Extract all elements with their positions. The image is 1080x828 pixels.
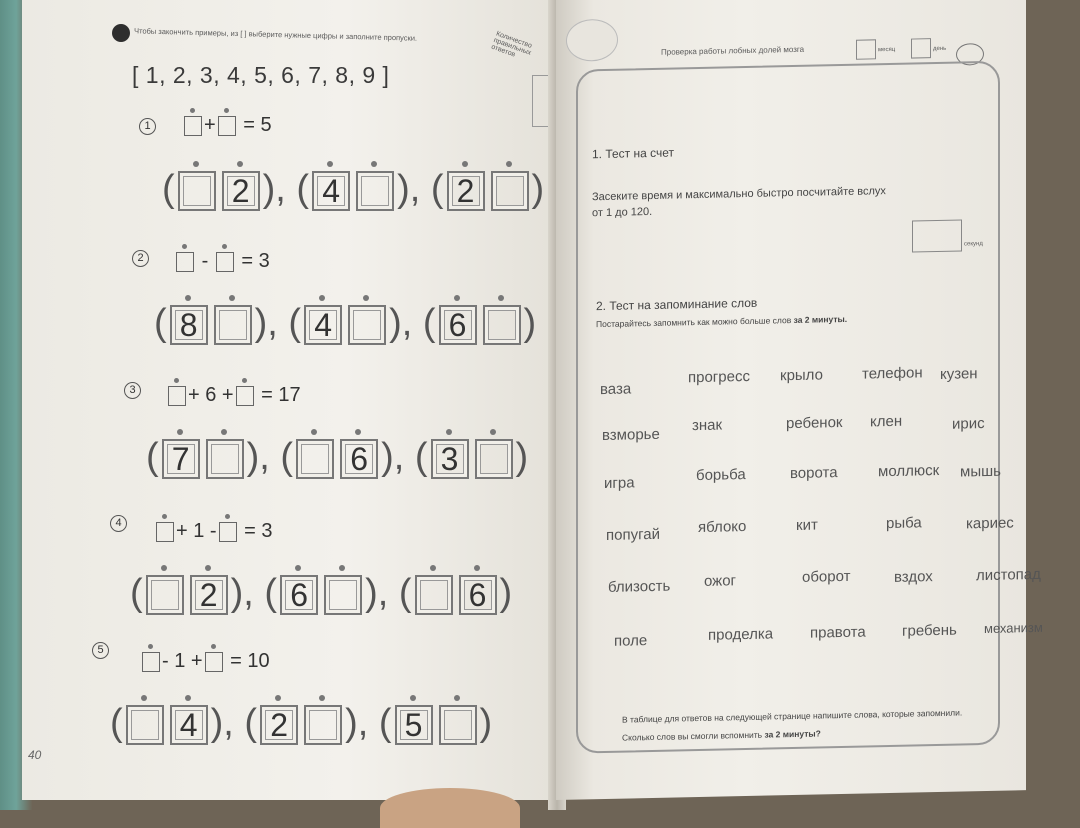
hand-finger bbox=[380, 788, 520, 828]
answer-box[interactable] bbox=[483, 305, 521, 345]
problem-number: 4 bbox=[110, 515, 127, 532]
answer-box[interactable]: 2 bbox=[190, 575, 228, 615]
operator: - 1 + bbox=[162, 650, 203, 672]
word-item: ребенок bbox=[786, 413, 843, 433]
answer-box[interactable] bbox=[356, 171, 394, 211]
blank-box[interactable] bbox=[184, 116, 202, 136]
word-item: взморье bbox=[602, 425, 660, 445]
answer-box[interactable]: 6 bbox=[340, 439, 378, 479]
equation-result: = 17 bbox=[261, 384, 301, 406]
equation-result: = 10 bbox=[230, 650, 270, 672]
answer-box[interactable] bbox=[439, 705, 477, 745]
answer-row: ( 2 ), ( 6 ), ( 6 ) bbox=[130, 572, 513, 614]
blank-box[interactable] bbox=[218, 116, 236, 136]
header-title: Проверка работы лобных долей мозга bbox=[661, 44, 805, 57]
test2-text-bold: за 2 минуты. bbox=[793, 313, 848, 326]
operator: + bbox=[204, 114, 216, 136]
seconds-box[interactable] bbox=[912, 219, 962, 252]
answer-box[interactable]: 5 bbox=[395, 705, 433, 745]
blank-box[interactable] bbox=[205, 652, 223, 672]
test1-text: Засеките время и максимально быстро посчитайте вслух bbox=[592, 185, 886, 204]
operator: + 6 + bbox=[188, 384, 234, 406]
word-item: ожог bbox=[704, 572, 737, 590]
test1-title: 1. Тест на счет bbox=[592, 145, 675, 162]
answer-box[interactable]: 7 bbox=[162, 439, 200, 479]
answer-box[interactable] bbox=[491, 171, 529, 211]
blank-box[interactable] bbox=[236, 386, 254, 406]
word-item: гребень bbox=[902, 621, 957, 640]
word-item: моллюск bbox=[878, 461, 940, 481]
answer-box[interactable] bbox=[214, 305, 252, 345]
word-item: вздох bbox=[894, 568, 933, 586]
word-item: механизм bbox=[984, 619, 1043, 637]
word-item: кузен bbox=[940, 365, 978, 383]
day-box[interactable] bbox=[911, 38, 931, 58]
blank-box[interactable] bbox=[176, 252, 194, 272]
word-item: поле bbox=[614, 632, 648, 650]
test2-text-plain: Постарайтесь запомнить как можно больше слов bbox=[596, 315, 792, 330]
answer-box[interactable] bbox=[178, 171, 216, 211]
answer-box[interactable] bbox=[324, 575, 362, 615]
digit-set: [ 1, 2, 3, 4, 5, 6, 7, 8, 9 ] bbox=[132, 62, 390, 88]
word-item: ирис bbox=[952, 415, 985, 433]
answer-box[interactable] bbox=[296, 439, 334, 479]
page-number: 40 bbox=[28, 748, 42, 762]
test-frame bbox=[576, 61, 1000, 754]
word-item: телефон bbox=[862, 364, 923, 383]
word-item: яблоко bbox=[698, 518, 747, 537]
right-page bbox=[556, 0, 1043, 800]
problem-number: 1 bbox=[139, 118, 156, 135]
word-item: листопад bbox=[976, 565, 1041, 585]
answer-box[interactable] bbox=[475, 439, 513, 479]
blank-box[interactable] bbox=[156, 522, 174, 542]
equation-result: = 5 bbox=[243, 114, 272, 136]
word-item: близость bbox=[608, 577, 671, 596]
footer-instruction: В таблице для ответов на следующей странице напишите слова, которые запомнили. bbox=[622, 707, 963, 725]
answer-box[interactable]: 4 bbox=[304, 305, 342, 345]
problem-equation bbox=[154, 520, 273, 543]
answer-box[interactable]: 8 bbox=[170, 305, 208, 345]
word-item: борьба bbox=[696, 466, 746, 485]
word-item: клен bbox=[870, 412, 903, 431]
answer-box[interactable]: 3 bbox=[431, 439, 469, 479]
operator: + 1 - bbox=[176, 520, 217, 542]
word-item: прогресс bbox=[688, 367, 750, 387]
equation-result: = 3 bbox=[241, 250, 270, 272]
answer-row: ( 4 ), ( 2 ), ( 5 ) bbox=[110, 702, 493, 744]
answer-row: ( 8 ), ( 4 ), ( 6 ) bbox=[154, 302, 537, 344]
answer-box[interactable]: 2 bbox=[222, 171, 260, 211]
answer-box[interactable] bbox=[304, 705, 342, 745]
instruction-text: Чтобы закончить примеры, из [ ] выберите нужные цифры и заполните пропуски. bbox=[133, 26, 418, 43]
word-item: попугай bbox=[606, 525, 660, 544]
blank-box[interactable] bbox=[216, 252, 234, 272]
problem-equation bbox=[166, 384, 301, 407]
operator: - bbox=[201, 250, 209, 272]
word-item: знак bbox=[692, 416, 723, 435]
answer-box[interactable]: 6 bbox=[280, 575, 318, 615]
blank-box[interactable] bbox=[142, 652, 160, 672]
word-item: ворота bbox=[790, 464, 838, 483]
word-item: рыба bbox=[886, 514, 922, 533]
word-item: проделка bbox=[708, 625, 774, 644]
instruction-bullet-icon bbox=[112, 24, 130, 42]
answer-box[interactable]: 6 bbox=[459, 575, 497, 615]
correct-answers-label: Количество правильных ответов bbox=[490, 30, 533, 59]
word-item: крыло bbox=[780, 366, 823, 385]
word-item: мышь bbox=[960, 462, 1001, 481]
answer-box[interactable] bbox=[126, 705, 164, 745]
month-box[interactable] bbox=[856, 39, 876, 59]
answer-box[interactable]: 6 bbox=[439, 305, 477, 345]
blank-box[interactable] bbox=[168, 386, 186, 406]
answer-row: ( 2 ), ( 4 ), ( 2 ) bbox=[162, 168, 545, 210]
word-item: кит bbox=[796, 516, 818, 534]
day-label: день bbox=[933, 45, 947, 53]
problem-number: 3 bbox=[124, 382, 141, 399]
equation-result: = 3 bbox=[244, 520, 273, 542]
seconds-label: секунд bbox=[964, 241, 983, 248]
word-item: ваза bbox=[600, 380, 632, 399]
problem-equation bbox=[182, 114, 272, 137]
answer-box[interactable]: 2 bbox=[447, 171, 485, 211]
problem-equation bbox=[140, 650, 270, 673]
answer-box[interactable]: 4 bbox=[170, 705, 208, 745]
test1-text-2: от 1 до 120. bbox=[592, 205, 653, 220]
answer-box[interactable] bbox=[415, 575, 453, 615]
answer-box[interactable]: 2 bbox=[260, 705, 298, 745]
word-item: оборот bbox=[802, 567, 851, 586]
test2-title: 2. Тест на запоминание слов bbox=[596, 295, 758, 314]
footer-question-bold: за 2 минуты? bbox=[764, 728, 821, 740]
answer-box[interactable] bbox=[146, 575, 184, 615]
problem-number: 2 bbox=[132, 250, 149, 267]
left-page bbox=[22, 0, 562, 800]
problem-number: 5 bbox=[92, 642, 109, 659]
answer-row: ( 7 ), ( 6 ), ( 3 ) bbox=[146, 436, 529, 478]
word-item: правота bbox=[810, 623, 866, 642]
footer-question-plain: Сколько слов вы смогли вспомнить bbox=[622, 729, 763, 743]
month-label: месяц bbox=[878, 46, 896, 54]
problem-equation bbox=[174, 250, 270, 273]
word-item: кариес bbox=[966, 514, 1014, 533]
blank-box[interactable] bbox=[219, 522, 237, 542]
answer-box[interactable] bbox=[206, 439, 244, 479]
answer-box[interactable] bbox=[348, 305, 386, 345]
answer-box[interactable]: 4 bbox=[312, 171, 350, 211]
section-tab bbox=[566, 19, 618, 62]
word-item: игра bbox=[604, 474, 635, 492]
